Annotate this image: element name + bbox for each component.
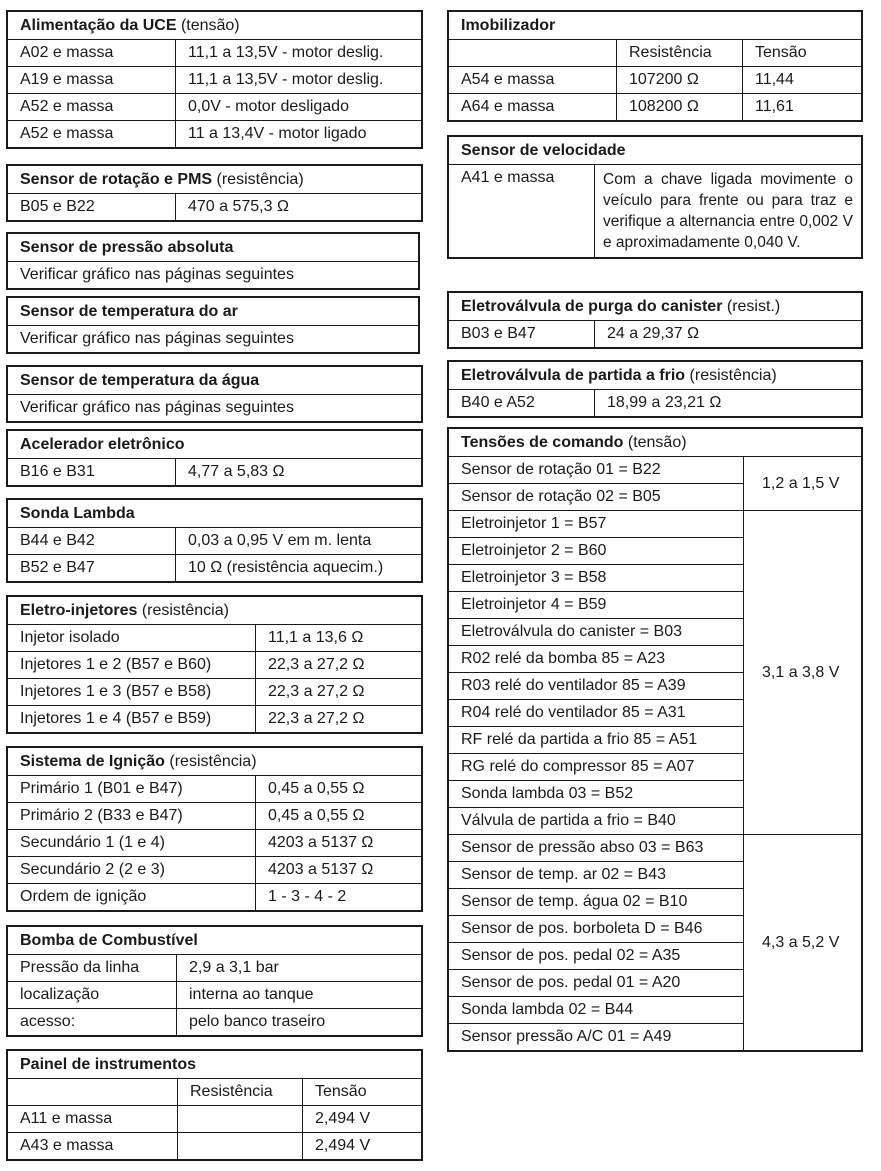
table-row xyxy=(7,776,422,803)
title-text: Tensões de comando xyxy=(461,433,624,451)
table-row xyxy=(7,652,422,679)
table-cell: RF relé da partida a frio 85 = A51 xyxy=(448,727,744,754)
table-cell: B40 e A52 xyxy=(448,390,595,418)
table-cell: Sensor de pressão abso 03 = B63 xyxy=(448,835,744,862)
table-cell: Injetores 1 e 3 (B57 e B58) xyxy=(7,679,256,706)
table-cell: A02 e massa xyxy=(7,40,176,67)
table-cell: Sonda lambda 02 = B44 xyxy=(448,997,744,1024)
table-cell: interna ao tanque xyxy=(177,982,423,1009)
table-cell: A41 e massa xyxy=(448,165,595,259)
table-cell: 108200 Ω xyxy=(617,94,743,122)
table-cell: R03 relé do ventilador 85 = A39 xyxy=(448,673,744,700)
table-cell: A52 e massa xyxy=(7,94,176,121)
table-cell: 0,03 a 0,95 V em m. lenta xyxy=(176,528,423,555)
table-cell: 24 a 29,37 Ω xyxy=(595,321,863,349)
table-title xyxy=(448,361,862,390)
table-row xyxy=(7,706,422,734)
table-row xyxy=(7,555,422,583)
table-cell: Sensor de temp. água 02 = B10 xyxy=(448,889,744,916)
table-row xyxy=(7,803,422,830)
table-cell: B03 e B47 xyxy=(448,321,595,349)
table-cell: A64 e massa xyxy=(448,94,617,122)
table-cell: A54 e massa xyxy=(448,67,617,94)
table-title xyxy=(448,292,862,321)
table-sistema-ignicao xyxy=(6,746,423,912)
table-cell: 2,494 V xyxy=(303,1133,423,1161)
table-cell: Ordem de ignição xyxy=(7,884,256,912)
table-cell: 11 a 13,4V - motor ligado xyxy=(176,121,423,149)
table-title xyxy=(448,428,862,457)
table-cell: 470 a 575,3 Ω xyxy=(176,194,423,222)
table-row xyxy=(7,857,422,884)
table-cell: 11,1 a 13,5V - motor deslig. xyxy=(176,67,423,94)
table-cell: 11,1 a 13,6 Ω xyxy=(256,625,423,652)
table-cell: R04 relé do ventilador 85 = A31 xyxy=(448,700,744,727)
table-row xyxy=(7,326,419,354)
table-cell: Eletroinjetor 4 = B59 xyxy=(448,592,744,619)
table-cell: A43 e massa xyxy=(7,1133,178,1161)
table-cell: B52 e B47 xyxy=(7,555,176,583)
table-cell: A19 e massa xyxy=(7,67,176,94)
table-bomba-combustivel xyxy=(6,925,423,1037)
title-subtitle: (tensão) xyxy=(180,16,240,34)
table-row xyxy=(7,67,422,94)
table-cell: Verificar gráfico nas páginas seguintes xyxy=(7,262,419,290)
table-row xyxy=(7,194,422,222)
title-text: Eletroválvula de partida a frio xyxy=(461,366,686,384)
table-row xyxy=(448,94,862,122)
table-row xyxy=(7,395,422,423)
table-alimentacao-uce xyxy=(6,10,423,149)
table-cell: Primário 2 (B33 e B47) xyxy=(7,803,256,830)
table-cell: RG relé do compressor 85 = A07 xyxy=(448,754,744,781)
table-title xyxy=(7,11,422,40)
velocidade-description: Com a chave ligada movimente o veículo para frente ou para traz e verifique a alternancia entre 0,002 V e aproximadamente 0,040 V. xyxy=(595,165,863,259)
table-cell: 2,9 a 3,1 bar xyxy=(177,955,423,982)
table-sensor-rotacao-pms xyxy=(6,164,423,222)
table-sensor-pressao-absoluta xyxy=(6,232,420,290)
table-cell: Sensor de rotação 02 = B05 xyxy=(448,484,744,511)
table-cell: 22,3 a 27,2 Ω xyxy=(256,706,423,734)
table-cell: 18,99 a 23,21 Ω xyxy=(595,390,863,418)
table-cell: 22,3 a 27,2 Ω xyxy=(256,652,423,679)
table-row xyxy=(448,390,862,418)
table-row xyxy=(448,511,862,538)
group-value: 4,3 a 5,2 V xyxy=(744,835,863,1052)
table-title: Sensor de pressão absoluta xyxy=(7,233,419,262)
table-cell: localização xyxy=(7,982,177,1009)
table-title xyxy=(7,596,422,625)
table-eletro-injetores xyxy=(6,595,423,734)
table-title: Sensor de temperatura da água xyxy=(7,366,422,395)
table-cell: B44 e B42 xyxy=(7,528,176,555)
table-cell: Secundário 2 (2 e 3) xyxy=(7,857,256,884)
table-title xyxy=(7,165,422,194)
table-purga-canister xyxy=(447,291,863,349)
table-cell: Eletroinjetor 2 = B60 xyxy=(448,538,744,565)
title-subtitle: (resistência) xyxy=(141,601,229,619)
group-value: 3,1 a 3,8 V xyxy=(744,511,863,835)
table-cell: Resistência xyxy=(617,40,743,67)
table-cell: Válvula de partida a frio = B40 xyxy=(448,808,744,835)
table-row xyxy=(448,67,862,94)
table-cell: Secundário 1 (1 e 4) xyxy=(7,830,256,857)
table-row xyxy=(7,884,422,912)
table-cell: Pressão da linha xyxy=(7,955,177,982)
table-row xyxy=(7,459,422,487)
title-text: Sensor de rotação e PMS xyxy=(20,170,213,188)
table-title xyxy=(7,747,422,776)
title-subtitle: (resistência) xyxy=(689,366,777,384)
table-title: Sonda Lambda xyxy=(7,499,422,528)
table-row xyxy=(7,679,422,706)
table-title: Imobilizador xyxy=(448,11,862,40)
title-subtitle: (tensão) xyxy=(627,433,687,451)
table-row xyxy=(7,1133,422,1161)
table-cell: Sensor de pos. pedal 02 = A35 xyxy=(448,943,744,970)
group-value: 1,2 a 1,5 V xyxy=(744,457,863,511)
table-cell: A11 e massa xyxy=(7,1106,178,1133)
table-row xyxy=(7,625,422,652)
table-cell: Verificar gráfico nas páginas seguintes xyxy=(7,326,419,354)
table-cell: Sonda lambda 03 = B52 xyxy=(448,781,744,808)
table-cell: 10 Ω (resistência aquecim.) xyxy=(176,555,423,583)
table-cell xyxy=(178,1133,303,1161)
table-cell: Injetores 1 e 4 (B57 e B59) xyxy=(7,706,256,734)
table-row xyxy=(7,40,422,67)
table-cell: Sensor de pos. pedal 01 = A20 xyxy=(448,970,744,997)
table-cell: A52 e massa xyxy=(7,121,176,149)
title-text: Eletro-injetores xyxy=(20,601,138,619)
table-header-row xyxy=(448,40,862,67)
table-cell xyxy=(448,40,617,67)
table-row xyxy=(7,1009,422,1037)
table-cell: Tensão xyxy=(303,1079,423,1106)
table-cell xyxy=(7,1079,178,1106)
table-cell: pelo banco traseiro xyxy=(177,1009,423,1037)
table-header-row xyxy=(7,1079,422,1106)
table-cell: R02 relé da bomba 85 = A23 xyxy=(448,646,744,673)
table-cell: 4203 a 5137 Ω xyxy=(256,830,423,857)
table-painel-instrumentos xyxy=(6,1049,423,1161)
table-cell: Sensor de rotação 01 = B22 xyxy=(448,457,744,484)
table-row xyxy=(7,982,422,1009)
table-row xyxy=(448,457,862,484)
table-cell: 0,45 a 0,55 Ω xyxy=(256,803,423,830)
table-row xyxy=(7,528,422,555)
table-acelerador-eletronico xyxy=(6,429,423,487)
table-cell: 22,3 a 27,2 Ω xyxy=(256,679,423,706)
table-cell: 11,1 a 13,5V - motor deslig. xyxy=(176,40,423,67)
table-cell: Injetor isolado xyxy=(7,625,256,652)
title-text: Eletroválvula de purga do canister xyxy=(461,297,723,315)
table-row xyxy=(448,165,862,259)
table-cell: Injetores 1 e 2 (B57 e B60) xyxy=(7,652,256,679)
table-cell: B16 e B31 xyxy=(7,459,176,487)
title-subtitle: (resistência) xyxy=(169,752,257,770)
table-cell: Eletroinjetor 3 = B58 xyxy=(448,565,744,592)
table-cell: 107200 Ω xyxy=(617,67,743,94)
table-title: Acelerador eletrônico xyxy=(7,430,422,459)
table-row xyxy=(7,830,422,857)
table-cell: 4203 a 5137 Ω xyxy=(256,857,423,884)
table-row xyxy=(7,1106,422,1133)
table-cell: Eletroválvula do canister = B03 xyxy=(448,619,744,646)
table-row xyxy=(7,262,419,290)
table-row xyxy=(7,955,422,982)
table-cell: Sensor pressão A/C 01 = A49 xyxy=(448,1024,744,1052)
table-partida-frio xyxy=(447,360,863,418)
table-cell xyxy=(178,1106,303,1133)
table-row xyxy=(448,835,862,862)
table-sensor-velocidade xyxy=(447,135,863,259)
table-sensor-temperatura-ar xyxy=(6,296,420,354)
table-title: Painel de instrumentos xyxy=(7,1050,422,1079)
table-title: Sensor de velocidade xyxy=(448,136,862,165)
table-cell: 2,494 V xyxy=(303,1106,423,1133)
table-cell: Primário 1 (B01 e B47) xyxy=(7,776,256,803)
title-text: Sistema de Ignição xyxy=(20,752,165,770)
table-cell: Verificar gráfico nas páginas seguintes xyxy=(7,395,422,423)
table-imobilizador xyxy=(447,10,863,122)
table-cell: B05 e B22 xyxy=(7,194,176,222)
table-cell: Sensor de temp. ar 02 = B43 xyxy=(448,862,744,889)
table-cell: 1 - 3 - 4 - 2 xyxy=(256,884,423,912)
table-row xyxy=(7,121,422,149)
table-row xyxy=(448,321,862,349)
table-sensor-temperatura-agua xyxy=(6,365,423,423)
table-cell: 11,61 xyxy=(743,94,863,122)
title-subtitle: (resist.) xyxy=(726,297,781,315)
table-title: Bomba de Combustível xyxy=(7,926,422,955)
table-cell: Sensor de pos. borboleta D = B46 xyxy=(448,916,744,943)
table-tensoes-comando xyxy=(447,427,863,1052)
table-row xyxy=(7,94,422,121)
table-cell: 0,0V - motor desligado xyxy=(176,94,423,121)
table-sonda-lambda xyxy=(6,498,423,583)
table-cell: acesso: xyxy=(7,1009,177,1037)
table-cell: 4,77 a 5,83 Ω xyxy=(176,459,423,487)
table-cell: 11,44 xyxy=(743,67,863,94)
title-text: Alimentação da UCE xyxy=(20,16,177,34)
table-title: Sensor de temperatura do ar xyxy=(7,297,419,326)
title-subtitle: (resistência) xyxy=(216,170,304,188)
table-cell: Eletroinjetor 1 = B57 xyxy=(448,511,744,538)
table-cell: 0,45 a 0,55 Ω xyxy=(256,776,423,803)
table-cell: Tensão xyxy=(743,40,863,67)
table-cell: Resistência xyxy=(178,1079,303,1106)
